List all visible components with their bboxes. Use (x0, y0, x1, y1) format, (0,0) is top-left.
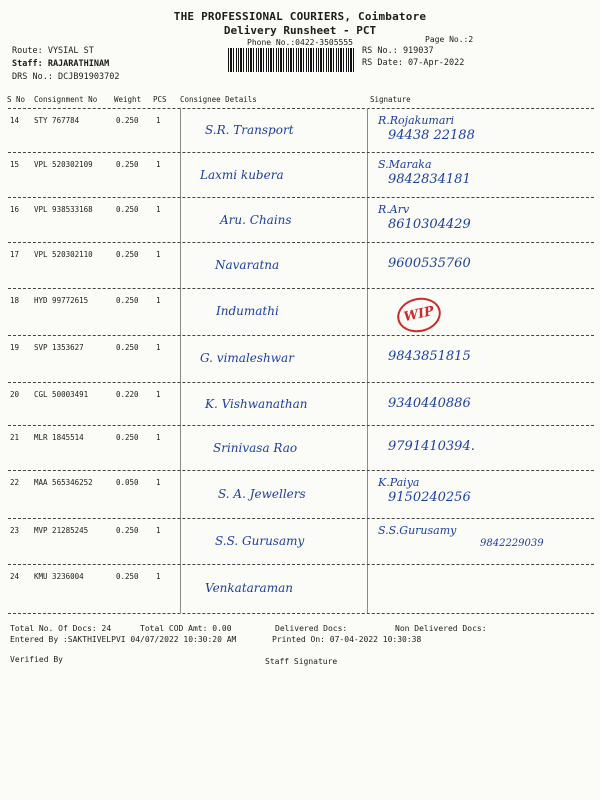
row-divider (8, 197, 594, 198)
phone-number: Phone No.:0422-3505555 (247, 38, 353, 47)
row-consignment: VPL 520302109 (34, 160, 93, 169)
row-sno: 19 (10, 343, 20, 352)
row-divider (8, 518, 594, 519)
row-phone: 94438 22188 (388, 128, 475, 143)
row-consignee: Laxmi kubera (200, 167, 284, 182)
drs-number: DRS No.: DCJB91903702 (12, 72, 120, 82)
header-divider (8, 108, 594, 109)
row-weight: 0.250 (116, 296, 139, 305)
row-divider (8, 242, 594, 243)
row-weight: 0.050 (116, 478, 139, 487)
row-consignee: K. Vishwanathan (205, 397, 308, 412)
row-consignee: G. vimaleshwar (200, 351, 294, 366)
row-sno: 24 (10, 572, 20, 581)
row-consignment: MVP 21285245 (34, 526, 89, 535)
row-consignee: S.R. Transport (205, 123, 294, 138)
verified-by: Verified By (10, 655, 63, 664)
page-number: Page No.:2 (425, 35, 474, 44)
row-consignee: Indumathi (216, 304, 279, 319)
row-sno: 20 (10, 390, 20, 399)
row-divider (8, 564, 594, 565)
row-consignee: Venkataraman (205, 581, 293, 596)
row-divider (8, 470, 594, 471)
staff-name: Staff: RAJARATHINAM (12, 59, 110, 69)
wip-stamp: WIP (394, 294, 444, 336)
staff-signature: Staff Signature (265, 657, 338, 666)
entered-by: Entered By :SAKTHIVELPVI 04/07/2022 10:30:20 AM (10, 635, 237, 644)
row-consignment: MAA 565346252 (34, 478, 93, 487)
row-consignment: CGL 50003491 (34, 390, 89, 399)
row-consignment: MLR 1845514 (34, 433, 84, 442)
row-divider (8, 425, 594, 426)
row-consignment: HYD 99772615 (34, 296, 89, 305)
row-sno: 16 (10, 205, 20, 214)
barcode-icon (228, 48, 356, 72)
row-sno: 18 (10, 296, 20, 305)
company-title: THE PROFESSIONAL COURIERS, Coimbatore (173, 10, 427, 23)
row-consignee: S. A. Jewellers (218, 486, 306, 501)
row-signature: R.Arv (378, 203, 410, 216)
row-weight: 0.250 (116, 572, 139, 581)
row-weight: 0.220 (116, 390, 139, 399)
row-consignee: S.S. Gurusamy (215, 534, 305, 549)
signature-column-line (367, 108, 368, 613)
row-phone: 9842229039 (480, 538, 544, 549)
row-pcs: 1 (156, 390, 161, 399)
row-consignee: Srinivasa Rao (213, 440, 298, 455)
row-consignee: Navaratna (215, 258, 280, 273)
route: Route: VYSIAL ST (12, 46, 94, 56)
row-phone: 9600535760 (388, 256, 471, 271)
row-sno: 23 (10, 526, 20, 535)
row-phone: 8610304429 (388, 217, 471, 232)
row-pcs: 1 (156, 526, 161, 535)
consignee-column-line (180, 108, 181, 613)
row-phone: 9791410394. (388, 439, 475, 454)
row-divider (8, 335, 594, 336)
row-sno: 22 (10, 478, 20, 487)
row-divider (8, 152, 594, 153)
row-sno: 14 (10, 116, 20, 125)
row-phone: 9843851815 (388, 349, 471, 364)
row-consignment: VPL 520302110 (34, 250, 93, 259)
row-pcs: 1 (156, 116, 161, 125)
row-consignment: SVP 1353627 (34, 343, 84, 352)
printed-on: Printed On: 07-04-2022 10:30:38 (272, 635, 422, 644)
row-weight: 0.250 (116, 205, 139, 214)
row-pcs: 1 (156, 205, 161, 214)
row-weight: 0.250 (116, 343, 139, 352)
col-sno: S No (7, 95, 26, 104)
row-consignment: KMU 3236004 (34, 572, 84, 581)
row-weight: 0.250 (116, 250, 139, 259)
rs-date: RS Date: 07-Apr-2022 (362, 58, 465, 68)
row-phone: 9842834181 (388, 172, 471, 187)
total-cod: Total COD Amt: 0.00 (140, 624, 232, 633)
row-consignee: Aru. Chains (220, 212, 292, 227)
row-phone: 9340440886 (388, 396, 471, 411)
row-divider (8, 613, 594, 614)
row-sno: 15 (10, 160, 20, 169)
row-pcs: 1 (156, 478, 161, 487)
row-pcs: 1 (156, 572, 161, 581)
row-phone: 9150240256 (388, 490, 471, 505)
row-weight: 0.250 (116, 160, 139, 169)
row-consignment: VPL 938533168 (34, 205, 93, 214)
row-weight: 0.250 (116, 526, 139, 535)
row-signature: S.Maraka (378, 158, 432, 171)
row-signature: R.Rojakumari (378, 114, 455, 127)
row-pcs: 1 (156, 296, 161, 305)
row-weight: 0.250 (116, 116, 139, 125)
col-pcs: PCS (153, 95, 167, 104)
col-weight: Weight (114, 95, 142, 104)
document-title: Delivery Runsheet - PCT (223, 24, 377, 37)
rs-number: RS No.: 919037 (362, 46, 434, 56)
row-divider (8, 288, 594, 289)
non-delivered-docs: Non Delivered Docs: (395, 624, 487, 633)
row-signature: K.Paiya (378, 476, 420, 489)
row-sno: 17 (10, 250, 20, 259)
col-consignment: Consignment No (34, 95, 98, 104)
row-pcs: 1 (156, 433, 161, 442)
row-pcs: 1 (156, 160, 161, 169)
row-pcs: 1 (156, 250, 161, 259)
total-docs: Total No. Of Docs: 24 (10, 624, 112, 633)
row-signature: S.S.Gurusamy (378, 524, 457, 537)
col-signature: Signature (370, 95, 411, 104)
row-weight: 0.250 (116, 433, 139, 442)
row-divider (8, 382, 594, 383)
row-pcs: 1 (156, 343, 161, 352)
col-consignee: Consignee Details (180, 95, 257, 104)
delivered-docs: Delivered Docs: (275, 624, 348, 633)
row-sno: 21 (10, 433, 20, 442)
row-consignment: STY 767784 (34, 116, 80, 125)
